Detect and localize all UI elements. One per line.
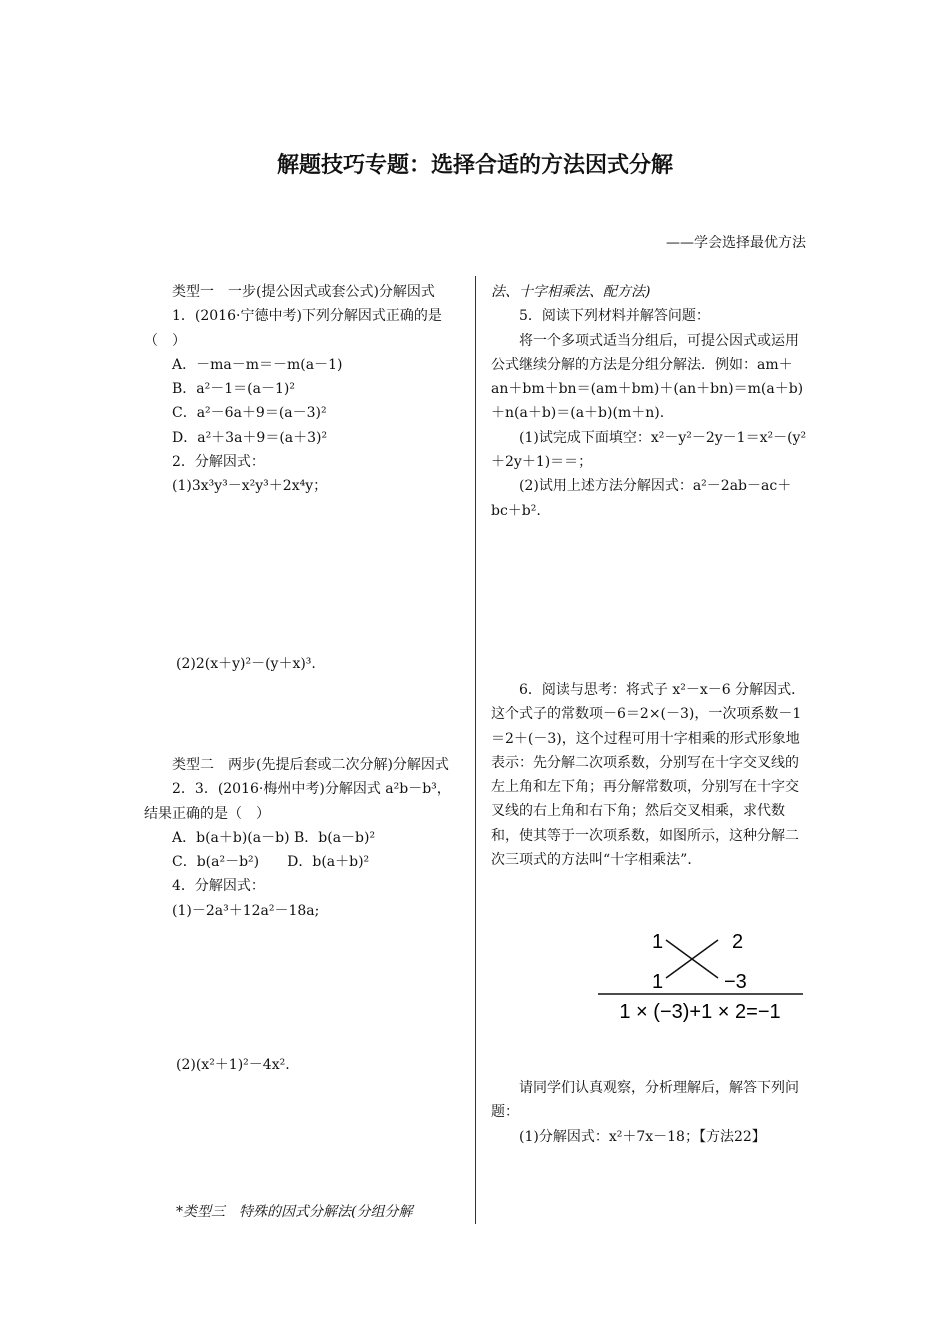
question-1-option-d: D．a²＋3a＋9＝(a＋3)² bbox=[172, 429, 328, 446]
question-5-part-1: (1)试完成下面填空：x²－y²－2y－1＝x²－(y²＋2y＋1)＝＝； bbox=[491, 429, 807, 471]
question-1-option-a: A．－ma－m＝－m(a－1) bbox=[172, 356, 343, 373]
question-1-option-b: B．a²－1＝(a－1)² bbox=[172, 381, 295, 398]
type2-heading: 类型二 两步(先提后套或二次分解)分解因式 bbox=[172, 757, 449, 773]
cross-bottom-left: 1 bbox=[652, 971, 664, 993]
right-column bbox=[491, 280, 807, 523]
page-subtitle: ——学会选择最优方法 bbox=[666, 235, 806, 251]
question-4-stem: 4．分解因式： bbox=[172, 878, 265, 895]
question-6-instruction: 请同学们认真观察，分析理解后，解答下列问题： bbox=[491, 1080, 799, 1121]
type3-heading-tail: 法、十字相乘法、配方法) bbox=[491, 284, 651, 300]
left-column bbox=[144, 280, 460, 499]
left-column-type2 bbox=[144, 753, 460, 923]
page-title: 解题技巧专题：选择合适的方法因式分解 bbox=[276, 153, 673, 178]
question-4-part-1: (1)－2a³＋12a²－18a; bbox=[172, 902, 320, 919]
cross-top-right: 2 bbox=[732, 931, 744, 953]
question-3-stem: 2．3．(2016·梅州中考)分解因式 a²b－b³，结果正确的是（ ） bbox=[144, 781, 451, 822]
question-1-option-c: C．a²－6a＋9＝(a－3)² bbox=[172, 405, 327, 422]
column-divider bbox=[475, 276, 476, 1224]
question-2-part-2: (2)2(x＋y)²－(y＋x)³. bbox=[176, 656, 316, 672]
question-6-followup bbox=[491, 1076, 807, 1149]
cross-multiplication-diagram bbox=[598, 926, 803, 1026]
question-2-stem: 2．分解因式： bbox=[172, 454, 265, 471]
type3-heading: *类型三 特殊的因式分解法(分组分解 bbox=[176, 1204, 413, 1220]
question-5-material: 将一个多项式适当分组后，可提公因式或运用公式继续分解的方法是分组分解法．例如：am＋an＋bm＋bn＝(am＋bm)＋(an＋bn)＝m(a＋b)＋n(a＋b)＝(a＋b)(m＋n). bbox=[491, 332, 804, 422]
question-3-options-ab: A．b(a＋b)(a－b) B．b(a－b)² bbox=[172, 829, 376, 846]
cross-bottom-right: −3 bbox=[724, 971, 747, 993]
type1-heading: 类型一 一步(提公因式或套公式)分解因式 bbox=[172, 284, 435, 300]
question-6-text: 6．阅读与思考：将式子 x²－x－6 分解因式．这个式子的常数项－6＝2×(－3)，一次项系数－1＝2＋(－3)，这个过程可用十字相乘的形式形象地表示：先分解二次项系数，分别写在十字交叉线的左上角和左下角；再分解常数项，分别写在十字交叉线的右上角和右下角；然后交叉相乘，求代数和，使其等于一次项系数，如图所示，这种分解二次三项式的方法叫“十字相乘法”． bbox=[491, 682, 806, 869]
cross-result: 1 × (−3)+1 × 2=−1 bbox=[619, 1001, 781, 1023]
question-5-part-2: (2)试用上述方法分解因式：a²－2ab－ac＋bc＋b². bbox=[491, 478, 792, 519]
question-4-part-2: (2)(x²＋1)²－4x². bbox=[176, 1057, 290, 1073]
cross-top-left: 1 bbox=[652, 931, 664, 953]
question-1-stem: 1．(2016·宁德中考)下列分解因式正确的是（ ） bbox=[144, 308, 442, 349]
question-2-part-1: (1)3x³y³－x²y³＋2x⁴y； bbox=[172, 478, 328, 495]
question-3-options-cd: C．b(a²－b²) D．b(a＋b)² bbox=[172, 854, 370, 871]
question-6-part-1: (1)分解因式：x²＋7x－18；【方法22】 bbox=[519, 1128, 766, 1145]
question-5-stem: 5．阅读下列材料并解答问题： bbox=[519, 308, 710, 325]
question-6 bbox=[491, 678, 807, 872]
